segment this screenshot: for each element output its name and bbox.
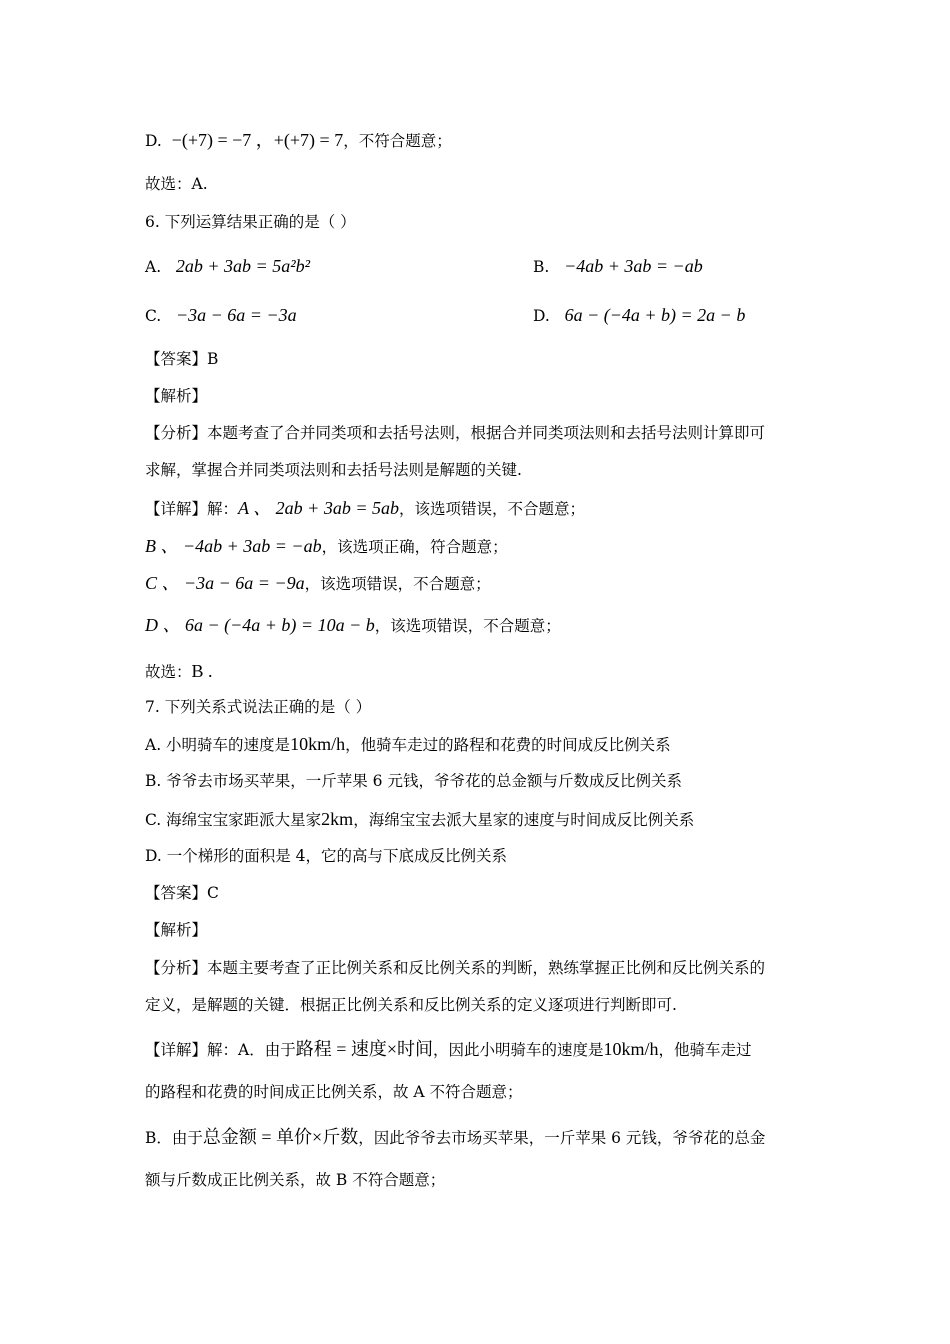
q6-option-c (145, 303, 297, 328)
detail-7-a-line-1 (145, 1037, 752, 1062)
detail-7-b-line-1 (145, 1125, 765, 1150)
formula: 总金额 = 单价×斤数 (202, 1127, 359, 1147)
q6-option-d (533, 303, 745, 328)
formula: −(+7) = −7 ，+(+7) = 7 (171, 130, 344, 150)
option-label: D. (533, 307, 550, 325)
formula: B 、 −4ab + 3ab = −ab (145, 536, 322, 556)
question-7: 7. 下列关系式说法正确的是（ ） (145, 698, 372, 716)
analysis-heading-6: 【解析】 (145, 387, 208, 405)
detail-6-a (145, 496, 585, 521)
detail-suffix: ，该选项正确，符合题意； (321, 538, 508, 556)
detail-mid: ，因此小明骑车的速度是 (433, 1041, 604, 1059)
prev-option-d (145, 128, 452, 153)
detail-prefix: 【详解】解：A．由于 (145, 1041, 296, 1059)
formula-2: 10km/h (603, 1039, 659, 1059)
formula: B . (191, 661, 213, 681)
option-text: ，不符合题意； (343, 132, 452, 150)
analysis-heading-7: 【解析】 (145, 921, 208, 939)
formula: 2ab + 3ab = 5a²b² (175, 256, 310, 276)
option-suffix: ，他骑车走过的路程和花费的时间成反比例关系 (345, 736, 671, 754)
detail-6-c (145, 571, 491, 596)
option-prefix: A. 小明骑车的速度是 (145, 736, 291, 754)
q7-option-b: B. 爷爷去市场买苹果，一斤苹果 6 元钱，爷爷花的总金额与斤数成反比例关系 (145, 772, 682, 790)
q6-option-a (145, 254, 310, 279)
q7-option-a (145, 732, 671, 757)
analysis-6-line-1: 【分析】本题考查了合并同类项和去括号法则，根据合并同类项法则和去括号法则计算即可 (145, 424, 766, 442)
analysis-6-line-2: 求解，掌握合并同类项法则和去括号法则是解题的关键. (145, 461, 522, 479)
option-label: C. (145, 307, 162, 325)
detail-suffix: ，该选项错误，不合题意； (398, 500, 585, 518)
detail-suffix: ，该选项错误，不合题意； (374, 617, 561, 635)
formula: D 、 6a − (−4a + b) = 10a − b (145, 615, 375, 635)
option-label: A. (145, 258, 162, 276)
option-label: D. (145, 132, 162, 150)
detail-6-d (145, 613, 561, 638)
detail-suffix: ，他骑车走过 (658, 1041, 752, 1059)
conclusion-text: 故选：A. (145, 175, 208, 193)
formula: 10km/h (290, 734, 346, 754)
answer-7: 【答案】C (145, 884, 219, 902)
q7-option-d: D. 一个梯形的面积是 4，它的高与下底成反比例关系 (145, 847, 508, 865)
conclusion-prefix: 故选： (145, 663, 192, 681)
q6-option-b (533, 254, 703, 279)
detail-prefix: 【详解】解： (145, 500, 239, 518)
question-6: 6. 下列运算结果正确的是（ ） (145, 213, 356, 231)
detail-7-b-line-2: 额与斤数成正比例关系，故 B 不符合题意； (145, 1171, 446, 1189)
analysis-7-line-2: 定义，是解题的关键．根据正比例关系和反比例关系的定义逐项进行判断即可. (145, 996, 677, 1014)
option-suffix: ，海绵宝宝去派大星家的速度与时间成反比例关系 (353, 811, 695, 829)
formula: 路程 = 速度×时间 (295, 1039, 434, 1059)
conclusion-6 (145, 659, 213, 684)
formula: C 、 −3a − 6a = −9a (145, 573, 305, 593)
analysis-7-line-1: 【分析】本题主要考查了正比例关系和反比例关系的判断，熟练掌握正比例和反比例关系的 (145, 959, 766, 977)
formula: 2km (321, 809, 354, 829)
formula: −3a − 6a = −3a (176, 305, 297, 325)
detail-suffix: ，因此爷爷去市场买苹果，一斤苹果 6 元钱，爷爷花的总金 (358, 1129, 766, 1147)
option-prefix: C. 海绵宝宝家距派大星家 (145, 811, 322, 829)
detail-suffix: ，该选项错误，不合题意； (304, 575, 491, 593)
answer-6: 【答案】B (145, 350, 219, 368)
detail-prefix: B．由于 (145, 1129, 203, 1147)
formula: 6a − (−4a + b) = 2a − b (564, 305, 746, 325)
q7-option-c (145, 807, 694, 832)
formula: −4ab + 3ab = −ab (564, 256, 703, 276)
detail-6-b (145, 534, 508, 559)
detail-7-a-line-2: 的路程和花费的时间成正比例关系，故 A 不符合题意； (145, 1083, 523, 1101)
formula: A 、 2ab + 3ab = 5ab (238, 498, 399, 518)
option-label: B. (533, 258, 550, 276)
